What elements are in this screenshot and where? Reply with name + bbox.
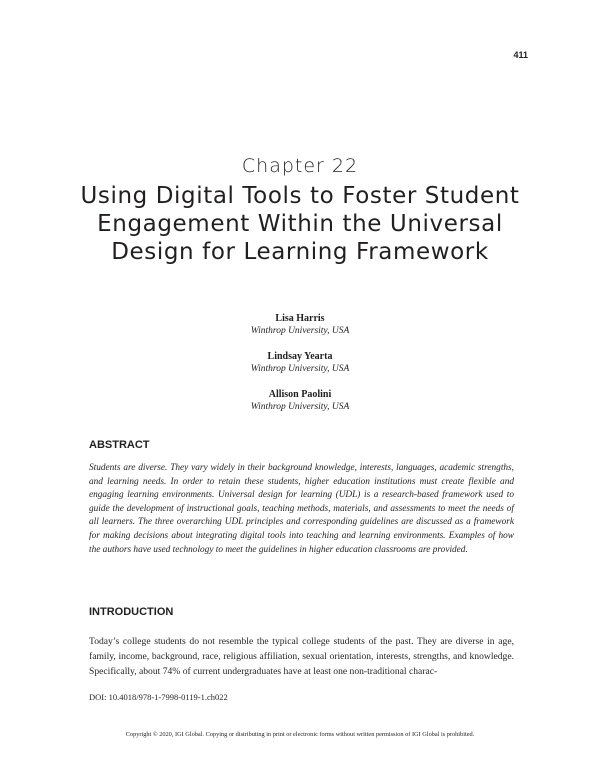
introduction-heading: INTRODUCTION (89, 606, 174, 618)
author-entry (0, 312, 600, 338)
author-name: Lindsay Yearta (267, 351, 333, 362)
abstract-text: Students are diverse. They vary widely in their background knowledge, interests, languages, academic strengths, and learning needs. In order to retain these students, higher education institutions must create flexible and engaging learning environments. Universal design for learning (UDL) is a research-based framework used to guide the development of instructional goals, teaching methods, materials, and assessments to meet the needs of all learners. The three overarching UDL principles and corresponding guidelines are discussed as a framework for making decisions about integrating digital tools into teaching and learning environments. Examples of how the authors have used technology to meet the guidelines in higher education classrooms are provided. (89, 463, 514, 555)
author-list (0, 312, 600, 426)
introduction-text: Today’s college students do not resemble the typical college students of the past. They are diverse in age, family, income, background, race, religious affiliation, sexual orientation, interests, strengths, and knowledge. Specifically, about 74% of current undergraduates have at least one non-traditional charac- (89, 636, 514, 677)
author-affiliation: Winthrop University, USA (250, 326, 350, 336)
author-entry (0, 350, 600, 376)
author-affiliation: Winthrop University, USA (250, 364, 350, 374)
chapter-title: Using Digital Tools to Foster Student Engagement Within the Universal Design for Learning Framework (80, 183, 520, 265)
author-affiliation: Winthrop University, USA (250, 402, 350, 412)
page-number: 411 (513, 50, 528, 60)
author-name: Allison Paolini (268, 389, 332, 400)
author-name: Lisa Harris (275, 313, 325, 324)
abstract-heading: ABSTRACT (89, 439, 150, 451)
copyright-notice: Copyright © 2020, IGI Global. Copying or distributing in print or electronic forms without written permission of IGI Global is prohibited. (125, 731, 475, 738)
doi: DOI: 10.4018/978-1-7998-0119-1.ch022 (89, 692, 228, 702)
chapter-label: Chapter 22 (241, 155, 359, 177)
author-entry (0, 388, 600, 414)
